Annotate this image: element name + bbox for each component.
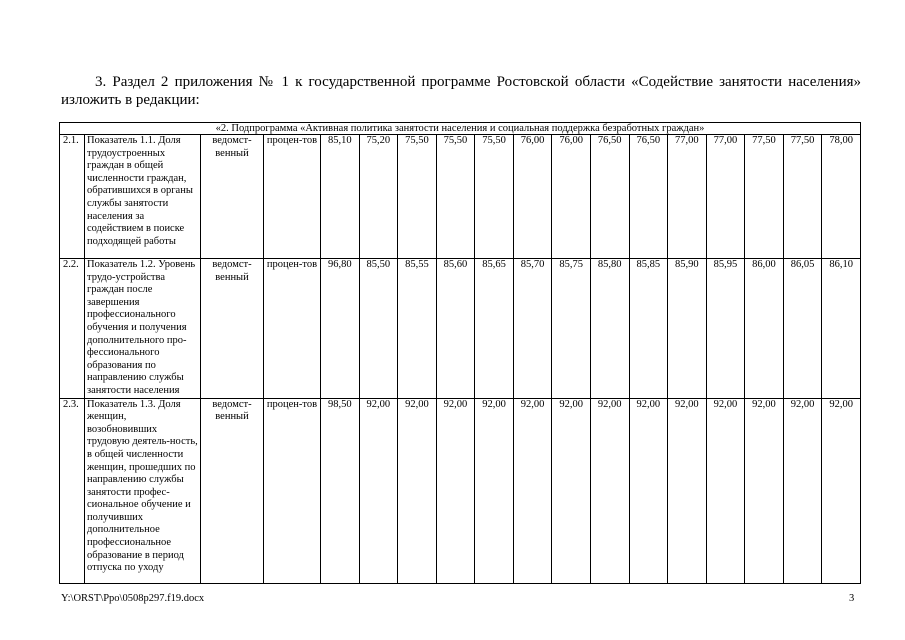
indicator-row — [60, 398, 861, 583]
indicator-value: 92,00 — [513, 398, 552, 583]
indicator-number: 2.2. — [60, 259, 85, 399]
indicator-value: 78,00 — [822, 135, 861, 259]
indicator-value: 92,00 — [668, 398, 707, 583]
indicator-name: Показатель 1.2. Уровень трудо-устройства граждан после завершения профессионального обучения и получения дополнительного про-фессионального образования по направлению службы занятости населения — [85, 259, 201, 399]
indicator-value: 92,00 — [590, 398, 629, 583]
indicator-row — [60, 259, 861, 399]
indicator-value: 92,00 — [436, 398, 475, 583]
indicator-value: 96,80 — [321, 259, 360, 399]
indicator-value: 92,00 — [783, 398, 822, 583]
indicator-value: 85,65 — [475, 259, 514, 399]
indicator-value: 75,50 — [475, 135, 514, 259]
indicator-value: 92,00 — [475, 398, 514, 583]
intro-paragraph: 3. Раздел 2 приложения № 1 к государственной программе Ростовской области «Содействие занятости населения» изложить в редакции: — [61, 74, 861, 108]
indicator-row — [60, 135, 861, 259]
indicator-value: 85,95 — [706, 259, 745, 399]
subprogram-row — [60, 123, 861, 135]
indicator-value: 92,00 — [552, 398, 591, 583]
indicator-value: 77,50 — [745, 135, 784, 259]
indicator-unit: процен-тов — [264, 398, 321, 583]
footer-page-number: 3 — [849, 593, 855, 604]
indicator-value: 85,90 — [668, 259, 707, 399]
indicator-type: ведомст-венный — [201, 259, 264, 399]
indicator-value: 92,00 — [745, 398, 784, 583]
indicator-value: 86,10 — [822, 259, 861, 399]
indicator-value: 85,80 — [590, 259, 629, 399]
indicator-value: 77,50 — [783, 135, 822, 259]
indicators-table — [59, 122, 861, 584]
indicator-value: 75,50 — [436, 135, 475, 259]
indicator-name: Показатель 1.1. Доля трудоустроенных граждан в общей численности граждан, обратившихся в органы службы занятости населения за содействием в поиске подходящей работы — [85, 135, 201, 259]
indicator-value: 76,50 — [629, 135, 668, 259]
indicator-value: 76,50 — [590, 135, 629, 259]
indicator-value: 92,00 — [359, 398, 398, 583]
indicator-type: ведомст-венный — [201, 398, 264, 583]
indicator-value: 85,70 — [513, 259, 552, 399]
footer-file-path: Y:\ORST\Ppo\0508p297.f19.docx — [61, 593, 205, 604]
indicator-value: 86,00 — [745, 259, 784, 399]
indicator-value: 85,50 — [359, 259, 398, 399]
indicator-value: 85,55 — [398, 259, 437, 399]
indicator-value: 76,00 — [552, 135, 591, 259]
indicator-value: 92,00 — [706, 398, 745, 583]
indicator-value: 85,10 — [321, 135, 360, 259]
indicator-unit: процен-тов — [264, 135, 321, 259]
indicator-value: 77,00 — [706, 135, 745, 259]
indicator-value: 85,60 — [436, 259, 475, 399]
indicator-value: 76,00 — [513, 135, 552, 259]
indicator-value: 75,20 — [359, 135, 398, 259]
subprogram-title: «2. Подпрограмма «Активная политика занятости населения и социальная поддержка безработных граждан» — [60, 123, 861, 135]
indicator-value: 92,00 — [398, 398, 437, 583]
indicator-value: 98,50 — [321, 398, 360, 583]
indicator-value: 85,75 — [552, 259, 591, 399]
indicator-type: ведомст-венный — [201, 135, 264, 259]
indicator-value: 92,00 — [822, 398, 861, 583]
indicator-name: Показатель 1.3. Доля женщин, возобновивших трудовую деятель-ность, в общей численности женщин, прошедших по направлению службы занятости профес-сиональное обучение и получивших дополнительное профессиональное образование в период отпуска по уходу — [85, 398, 201, 583]
indicator-value: 77,00 — [668, 135, 707, 259]
indicator-unit: процен-тов — [264, 259, 321, 399]
indicator-number: 2.3. — [60, 398, 85, 583]
indicator-number: 2.1. — [60, 135, 85, 259]
indicator-value: 75,50 — [398, 135, 437, 259]
indicator-value: 92,00 — [629, 398, 668, 583]
indicator-value: 85,85 — [629, 259, 668, 399]
indicator-value: 86,05 — [783, 259, 822, 399]
